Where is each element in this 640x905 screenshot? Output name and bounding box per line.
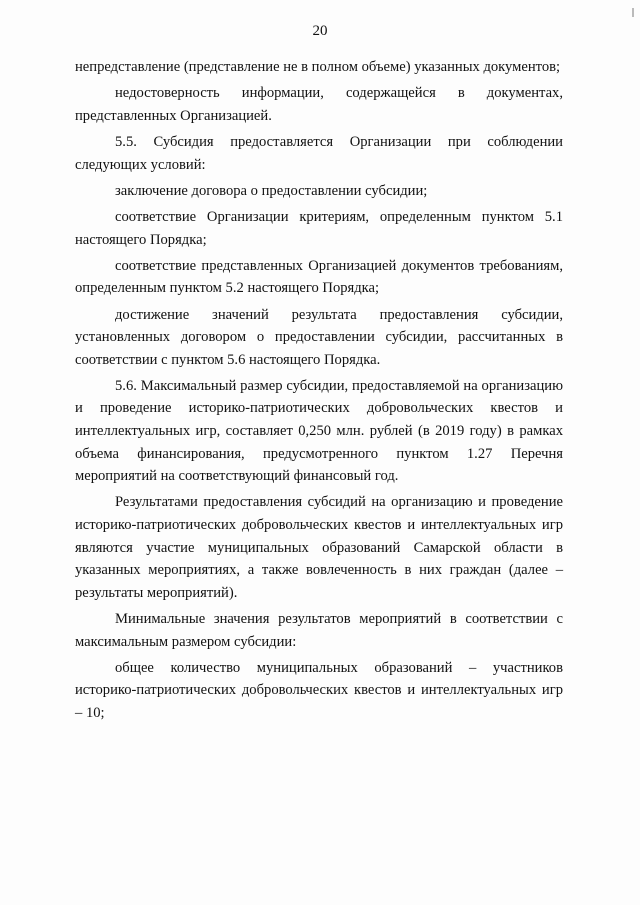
paragraph-1: непредставление (представление не в полном объеме) указанных документов; <box>75 59 561 75</box>
document-body <box>75 56 563 728</box>
paragraph-7: достижение значений результата предоставления субсидии, установленных договором о предоставлении субсидии, рассчитанных в соответствии с пунктом 5.6 настоящего Порядка. <box>75 306 563 368</box>
paragraph-10: Минимальные значения результатов мероприятий в соответствии с максимальным размером субсидии: <box>75 611 563 650</box>
paragraph-5: соответствие Организации критериям, определенным пунктом 5.1 настоящего Порядка; <box>75 208 563 248</box>
paragraph-4: заключение договора о предоставлении субсидии; <box>115 182 428 199</box>
scan-mark <box>632 8 634 17</box>
page-number: 20 <box>312 23 328 39</box>
paragraph-9: Результатами предоставления субсидий на организацию и проведение историко-патриотических добровольческих квестов и интеллектуальных игр являются участие муниципальных образований Самарской области в указанных мероприятиях, а также вовлеченность в них граждан (далее – результаты мероприятий). <box>75 494 563 601</box>
paragraph-11: общее количество муниципальных образований – участников историко-патриотических добровольческих квестов и интеллектуальных игр – 10; <box>75 659 563 721</box>
paragraph-8-section-5-6: 5.6. Максимальный размер субсидии, предоставляемой на организацию и проведение историко-патриотических добровольческих квестов и интеллектуальных игр, составляет 0,250 млн. рублей (в 2019 году) в рамках объема финансирования, предусмотренного пунктом 1.27 Перечня мероприятий на соответствующий финансовый год. <box>75 377 563 485</box>
paragraph-6: соответствие представленных Организацией документов требованиям, определенным пунктом 5.2 настоящего Порядка; <box>75 257 563 297</box>
paragraph-3-section-5-5: 5.5. Субсидия предоставляется Организации при соблюдении следующих условий: <box>75 133 563 173</box>
paragraph-2: недостоверность информации, содержащейся в документах, представленных Организацией. <box>75 85 563 124</box>
